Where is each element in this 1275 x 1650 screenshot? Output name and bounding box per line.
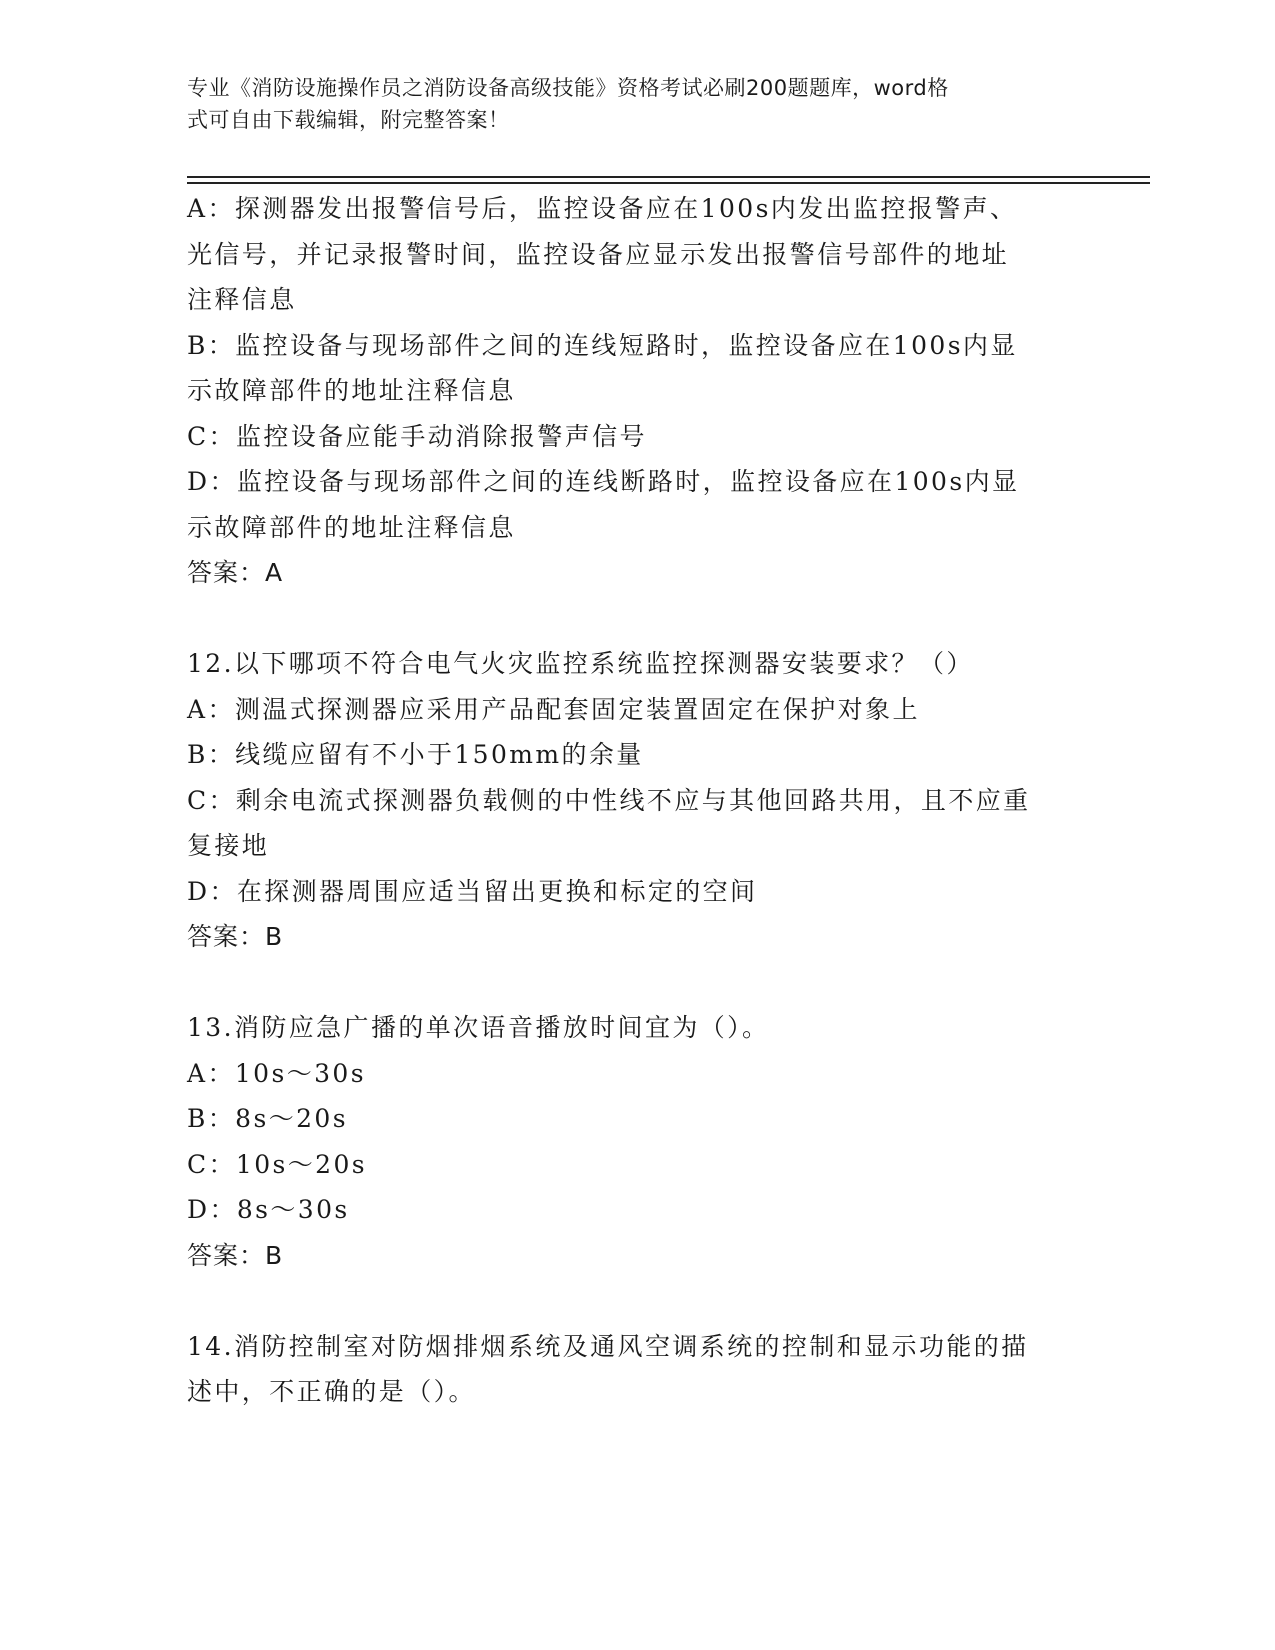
answer-line: 答案：A <box>187 558 284 587</box>
option-line: D：在探测器周围应适当留出更换和标定的空间 <box>187 876 758 906</box>
header-line: 专业《消防设施操作员之消防设备高级技能》资格考试必刷200题题库，word格 <box>187 76 949 100</box>
option-line: C：剩余电流式探测器负载侧的中性线不应与其他回路共用，且不应重 <box>187 785 1031 815</box>
option-line: A：探测器发出报警信号后，监控设备应在100s内发出监控报警声、 <box>187 194 1018 223</box>
document-header <box>187 72 1067 136</box>
question-13 <box>187 1005 1087 1278</box>
answer-line: 答案：B <box>187 1240 284 1270</box>
header-line: 式可自由下载编辑，附完整答案！ <box>187 108 510 132</box>
option-line: A：10s～30s <box>187 1058 366 1088</box>
question-text: 述中，不正确的是（）。 <box>187 1377 476 1406</box>
question-text: 14.消防控制室对防烟排烟系统及通风空调系统的控制和显示功能的描 <box>187 1331 1029 1361</box>
option-line: B：8s～20s <box>187 1104 348 1133</box>
option-line: 示故障部件的地址注释信息 <box>187 376 516 405</box>
spacer <box>187 596 1087 642</box>
option-line: D：监控设备与现场部件之间的连线断路时，监控设备应在100s内显 <box>187 467 1020 496</box>
option-line: D：8s～30s <box>187 1195 350 1224</box>
question-14 <box>187 1324 1087 1415</box>
question-text: 13.消防应急广播的单次语音播放时间宜为（）。 <box>187 1013 770 1042</box>
option-line: 光信号，并记录报警时间，监控设备应显示发出报警信号部件的地址 <box>187 239 1010 269</box>
spacer <box>187 1278 1087 1324</box>
option-line: A：测温式探测器应采用产品配套固定装置固定在保护对象上 <box>187 694 920 724</box>
spacer <box>187 960 1087 1006</box>
option-line: C：10s～20s <box>187 1149 368 1179</box>
option-line: 注释信息 <box>187 285 297 314</box>
header-divider <box>187 182 1150 184</box>
option-line: 复接地 <box>187 831 270 860</box>
option-line: 示故障部件的地址注释信息 <box>187 512 516 542</box>
document-body <box>187 186 1087 1415</box>
option-line: C：监控设备应能手动消除报警声信号 <box>187 421 647 451</box>
question-text: 12.以下哪项不符合电气火灾监控系统监控探测器安装要求？（） <box>187 649 974 678</box>
question-12 <box>187 641 1087 960</box>
question-11 <box>187 186 1087 596</box>
answer-line: 答案：B <box>187 922 284 951</box>
option-line: B：线缆应留有不小于150mm的余量 <box>187 740 644 769</box>
header-divider <box>187 176 1150 178</box>
option-line: B：监控设备与现场部件之间的连线短路时，监控设备应在100s内显 <box>187 330 1018 360</box>
